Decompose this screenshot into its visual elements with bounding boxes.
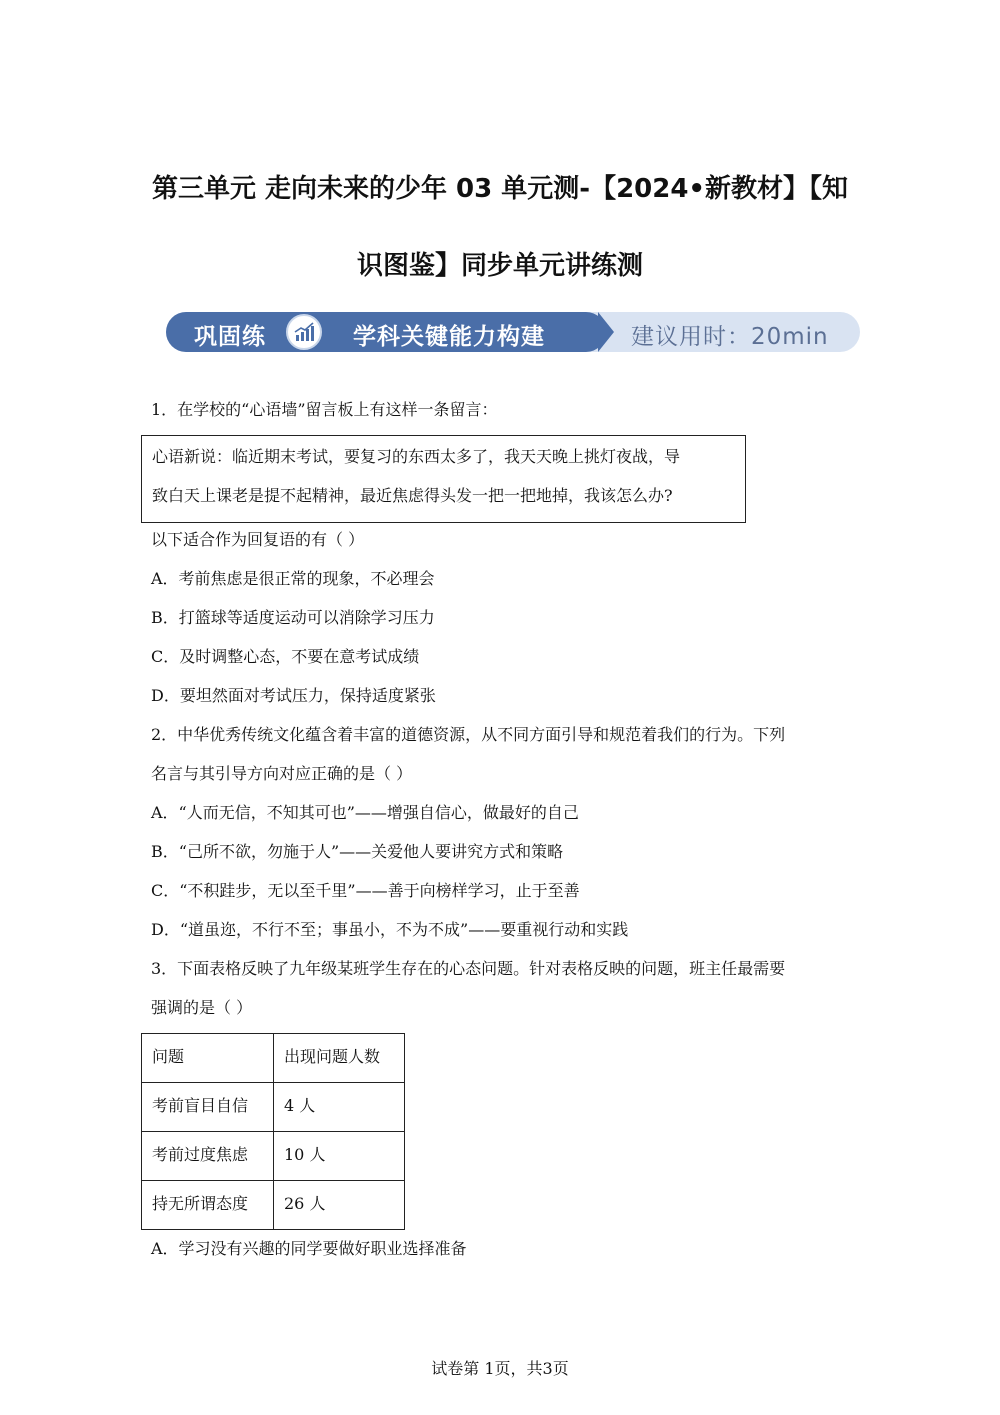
banner-arrow: [598, 312, 614, 352]
table-header-cell: 出现问题人数: [274, 1034, 405, 1083]
table-row: [142, 1181, 405, 1230]
table-row: [142, 1132, 405, 1181]
q3-stem-line1: 3．下面表格反映了九年级某班学生存在的心态问题。针对表格反映的问题，班主任最需要: [151, 959, 786, 978]
section-banner: [166, 312, 860, 354]
document-title-line1: 第三单元 走向未来的少年 03 单元测-【2024•新教材】【知: [151, 174, 849, 204]
bar-chart-icon: [286, 314, 322, 350]
document-title-line2: 识图鉴】同步单元讲练测: [356, 251, 643, 281]
q1-prompt: 以下适合作为回复语的有（ ）: [151, 530, 365, 549]
q1-message-box: [141, 435, 746, 523]
table-cell: 26 人: [274, 1181, 405, 1230]
page-footer: 试卷第 1页，共3页: [431, 1359, 569, 1378]
q1-message-line1: 心语新说：临近期末考试，要复习的东西太多了，我天天晚上挑灯夜战，导: [152, 447, 681, 466]
q1-message-line2: 致白天上课老是提不起精神，最近焦虑得头发一把一把地掉，我该怎么办?: [152, 486, 673, 505]
table-header-cell: 问题: [142, 1034, 274, 1083]
q2-option-d: D．“道虽迩，不行不至；事虽小，不为不成”——要重视行动和实践: [151, 920, 629, 939]
table-cell: 考前过度焦虑: [142, 1132, 274, 1181]
q2-stem-line1: 2．中华优秀传统文化蕴含着丰富的道德资源，从不同方面引导和规范着我们的行为。下列: [151, 725, 786, 744]
table-row: [142, 1083, 405, 1132]
q2-option-c: C．“不积跬步，无以至千里”——善于向榜样学习，止于至善: [151, 881, 580, 900]
table-cell: 4 人: [274, 1083, 405, 1132]
q3-option-a: A．学习没有兴趣的同学要做好职业选择准备: [151, 1239, 467, 1258]
banner-label-left: 巩固练: [194, 324, 266, 350]
q3-stem-line2: 强调的是（ ）: [151, 998, 253, 1017]
q2-stem-line2: 名言与其引导方向对应正确的是（ ）: [151, 764, 413, 783]
table-cell: 持无所谓态度: [142, 1181, 274, 1230]
banner-label-time: 建议用时：20min: [631, 324, 829, 350]
q1-option-b: B．打篮球等适度运动可以消除学习压力: [151, 608, 435, 627]
q2-option-b: B．“己所不欲，勿施于人”——关爱他人要讲究方式和策略: [151, 842, 564, 861]
q1-option-d: D．要坦然面对考试压力，保持适度紧张: [151, 686, 436, 705]
banner-label-middle: 学科关键能力构建: [353, 324, 545, 350]
q1-stem: 1．在学校的“心语墙”留言板上有这样一条留言：: [151, 400, 498, 419]
table-cell: 10 人: [274, 1132, 405, 1181]
q3-table: [141, 1033, 405, 1230]
q2-option-a: A．“人而无信，不知其可也”——增强自信心，做最好的自己: [151, 803, 579, 822]
table-header-row: [142, 1034, 405, 1083]
q1-option-a: A．考前焦虑是很正常的现象，不必理会: [151, 569, 435, 588]
table-cell: 考前盲目自信: [142, 1083, 274, 1132]
q1-option-c: C．及时调整心态，不要在意考试成绩: [151, 647, 420, 666]
